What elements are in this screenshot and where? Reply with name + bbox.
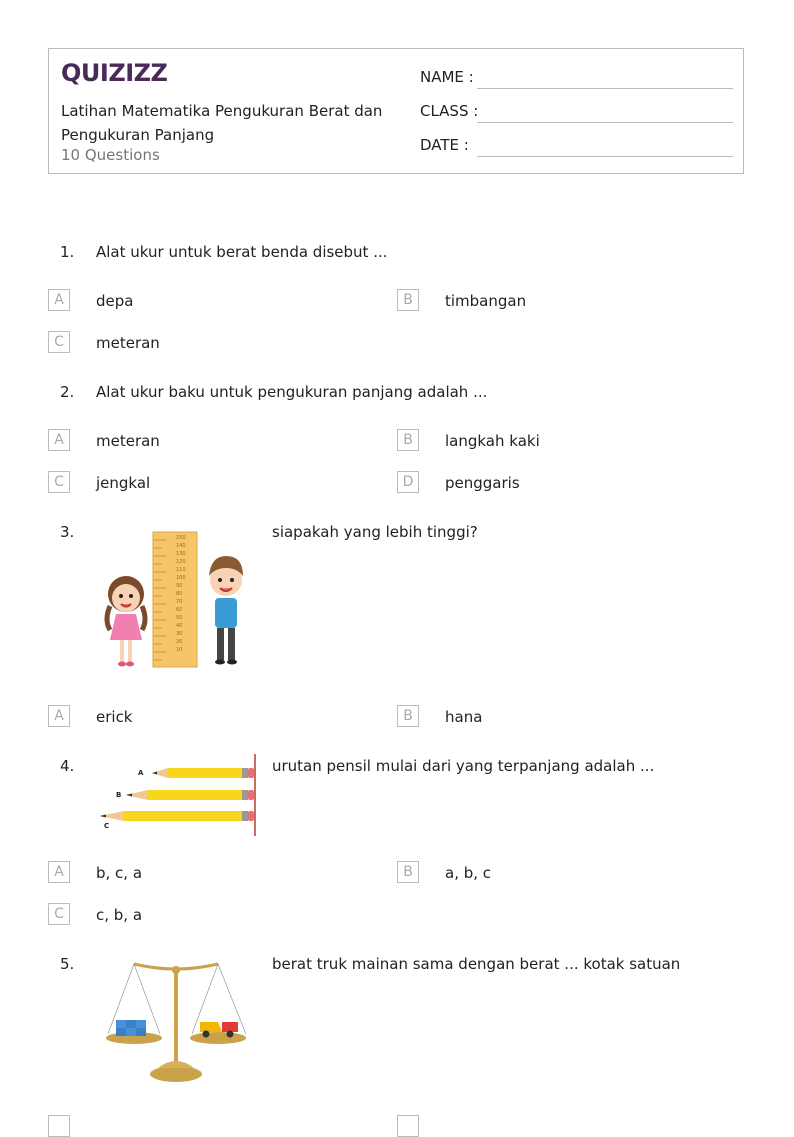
pencil-label: C [104,822,110,830]
question-number: 1. [60,243,75,261]
option-text[interactable]: meteran [96,334,160,352]
name-field[interactable] [420,68,733,92]
option-letter-box[interactable]: C [48,471,70,493]
ruler-tick-label: 60 [176,607,183,613]
question-number: 5. [60,955,75,973]
pencil-label: B [116,791,122,799]
option-text[interactable]: meteran [96,432,160,450]
ruler-tick-label: 50 [176,615,183,621]
date-line [477,156,733,157]
ruler-tick-label: 30 [176,631,183,637]
option-text[interactable]: depa [96,292,134,310]
option-letter-box[interactable]: C [48,903,70,925]
question-text: Alat ukur untuk berat benda disebut ... [96,243,388,261]
ruler-tick-label: 70 [176,599,183,605]
ruler-tick-label: 80 [176,591,183,597]
option-text[interactable]: timbangan [445,292,527,310]
option-letter-box[interactable]: A [48,705,70,727]
option-text[interactable]: erick [96,708,133,726]
ruler-tick-label: 40 [176,623,183,629]
name-label: NAME : [420,68,474,86]
option-letter-box[interactable]: A [48,289,70,311]
worksheet-header [48,48,744,174]
option-text[interactable]: c, b, a [96,906,143,924]
question-number: 2. [60,383,75,401]
question-number: 3. [60,523,75,541]
option-letter-box[interactable] [48,1115,70,1137]
ruler-tick-label: 120 [176,559,186,565]
option-text[interactable]: penggaris [445,474,520,492]
ruler-tick-label: 150 [176,535,186,541]
ruler-tick-label: 110 [176,567,186,573]
question-count: 10 Questions [61,146,160,164]
name-line [477,88,733,89]
option-letter-box[interactable]: B [397,861,419,883]
class-field[interactable] [420,102,733,126]
option-text[interactable]: a, b, c [445,864,492,882]
question-text: siapakah yang lebih tinggi? [272,523,478,541]
ruler-tick-label: 100 [176,575,186,581]
pencil-label: A [138,769,144,777]
option-letter-box[interactable]: B [397,429,419,451]
worksheet-title: Latihan Matematika Pengukuran Berat dan Pengukuran Panjang [61,102,383,144]
class-line [477,122,733,123]
question-text: urutan pensil mulai dari yang terpanjang adalah ... [272,757,655,775]
question-text: Alat ukur baku untuk pengukuran panjang adalah ... [96,383,488,401]
date-label: DATE : [420,136,469,154]
question-text: berat truk mainan sama dengan berat ... kotak satuan [272,955,681,973]
children-height-illustration [96,528,256,672]
quizizz-logo: QUIZIZZ [61,59,168,87]
option-text[interactable]: hana [445,708,483,726]
option-text[interactable]: b, c, a [96,864,143,882]
balance-scale-illustration [100,956,252,1088]
date-field[interactable] [420,136,733,160]
option-letter-box[interactable]: B [397,705,419,727]
boy-figure [209,556,243,665]
class-label: CLASS : [420,102,479,120]
ruler-tick-label: 90 [176,583,183,589]
option-letter-box[interactable]: C [48,331,70,353]
option-letter-box[interactable] [397,1115,419,1137]
question-number: 4. [60,757,75,775]
pencils-illustration [96,754,260,836]
option-text[interactable]: jengkal [96,474,151,492]
option-text[interactable]: langkah kaki [445,432,540,450]
option-letter-box[interactable]: A [48,429,70,451]
option-letter-box[interactable]: B [397,289,419,311]
ruler-tick-label: 10 [176,647,183,653]
ruler-tick-label: 130 [176,551,186,557]
option-letter-box[interactable]: D [397,471,419,493]
ruler-tick-label: 20 [176,639,183,645]
girl-figure [107,576,145,667]
ruler-tick-label: 140 [176,543,186,549]
option-letter-box[interactable]: A [48,861,70,883]
